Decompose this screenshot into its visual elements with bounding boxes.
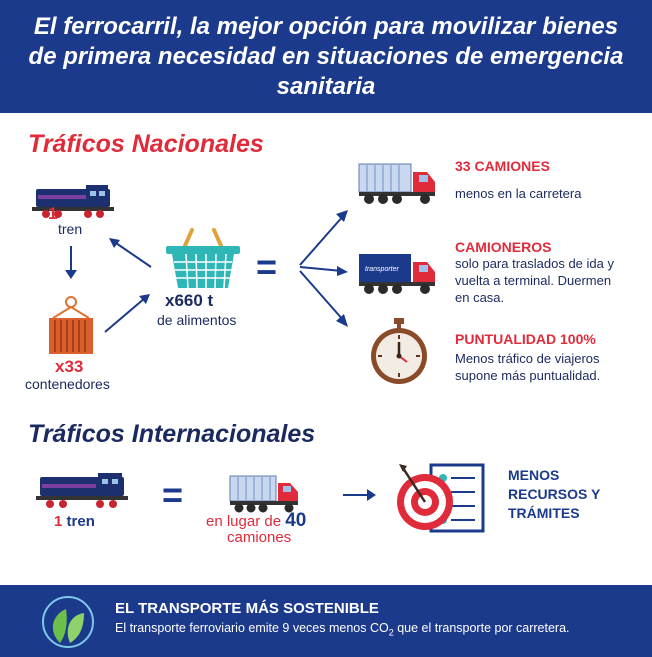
stopwatch-icon — [367, 318, 431, 386]
section-title-nacionales: Tráficos Nacionales — [28, 130, 264, 158]
arrow-down-icon — [64, 246, 78, 280]
container-icon — [45, 296, 97, 356]
camiones-text: menos en la carretera — [455, 186, 582, 201]
intl-train-count: 1 — [54, 513, 63, 530]
camioneros-text: solo para traslados de ida y vuelta a terminal. Duermen en casa. — [455, 256, 614, 305]
header-banner — [0, 0, 652, 113]
train-icon — [32, 473, 132, 511]
containers-count: x33 — [55, 357, 84, 376]
truck-blue-icon — [357, 250, 437, 296]
footer-text — [115, 621, 570, 638]
puntualidad-title: PUNTUALIDAD 100% — [455, 331, 596, 347]
result-text: MENOS RECURSOS Y TRÁMITES — [508, 467, 601, 521]
train-label: tren — [58, 221, 83, 237]
truck-icon — [357, 160, 437, 206]
truck-logo-text: transporter — [365, 266, 399, 273]
footer-banner — [0, 585, 652, 657]
trucks-prefix: en lugar de — [206, 513, 282, 530]
leaf-icon — [40, 595, 96, 649]
camiones-title: 33 CAMIONES — [455, 158, 550, 174]
footer-text-b: que el transporte por carretera. — [393, 621, 570, 635]
arrow-right-icon — [343, 488, 377, 502]
train-count: 1 — [48, 204, 58, 223]
arrows-fan-icon — [296, 205, 352, 335]
arrow-up-right-icon — [103, 290, 153, 334]
equals-sign: = — [256, 246, 278, 287]
puntualidad-text: Menos tráfico de viajeros supone más puntualidad. — [455, 351, 601, 383]
arrow-up-left-icon — [105, 235, 155, 271]
basket-count: x660 t — [165, 291, 214, 310]
section-title-internacionales: Tráficos Internacionales — [28, 420, 316, 448]
intl-train-label: tren — [66, 513, 95, 530]
truck-icon — [228, 472, 300, 514]
shopping-basket-icon — [164, 228, 242, 290]
intl-train-text — [54, 513, 95, 530]
footer-text-a: El transporte ferroviario emite 9 veces menos CO — [115, 621, 389, 635]
target-checklist-icon — [395, 462, 489, 534]
containers-label: contenedores — [25, 376, 110, 392]
footer-title: EL TRANSPORTE MÁS SOSTENIBLE — [115, 600, 379, 617]
train-icon — [28, 185, 118, 221]
basket-label: de alimentos — [157, 312, 237, 328]
footer-text-sub: 2 — [388, 627, 394, 638]
equals-sign: = — [162, 474, 184, 515]
page-title: El ferrocarril, la mejor opción para movilizar bienes de primera necesidad en situaciones de emergencia sanitaria — [28, 12, 624, 100]
camioneros-title: CAMIONEROS — [455, 239, 552, 255]
trucks-label: camiones — [227, 529, 292, 546]
trucks-count: 40 — [285, 510, 307, 531]
